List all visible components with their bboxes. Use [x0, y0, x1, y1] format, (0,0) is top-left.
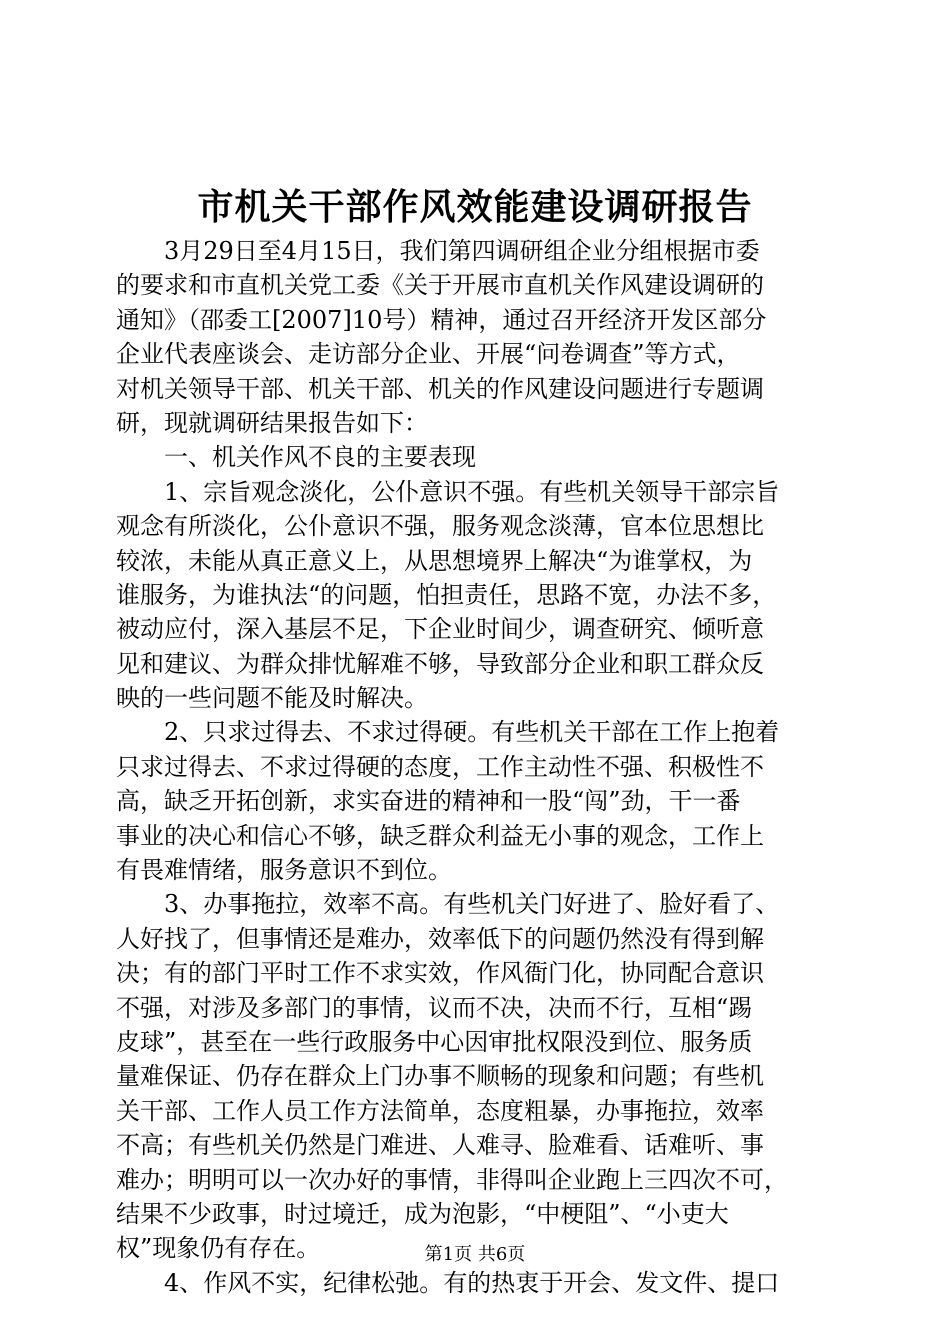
body-line: 不高；有些机关仍然是门难进、人难寻、脸难看、话难听、事: [116, 1131, 764, 1160]
body-line: 3月29日至4月15日，我们第四调研组企业分组根据市委: [164, 237, 760, 265]
body-line: 关干部、工作人员工作方法简单，态度粗暴，办事拖拉，效率: [116, 1096, 764, 1125]
body-line: 4、作风不实，纪律松弛。有的热衷于开会、发文件、提口: [164, 1268, 780, 1297]
body-line: 映的一些问题不能及时解决。: [116, 684, 428, 713]
body-line: 的要求和市直机关党工委《关于开展市直机关作风建设调研的: [116, 271, 764, 300]
body-line: 有畏难情绪，服务意识不到位。: [116, 856, 452, 885]
body-line: 3、办事拖拉，效率不高。有些机关门好进了、脸好看了、: [164, 890, 780, 919]
body-line: 观念有所淡化，公仆意识不强，服务观念淡薄，官本位思想比: [116, 512, 764, 541]
body-line: 高，缺乏开拓创新，求实奋进的精神和一股“闯”劲，干一番: [116, 787, 741, 816]
page-number-footer: 第1页 共6页: [424, 1244, 526, 1265]
body-line: 决；有的部门平时工作不求实效，作风衙门化，协同配合意识: [116, 959, 764, 988]
body-line: 事业的决心和信心不够，缺乏群众利益无小事的观念，工作上: [116, 821, 764, 850]
body-line: 皮球”，甚至在一些行政服务中心因审批权限没到位、服务质: [116, 1027, 753, 1056]
body-line: 通知》（邵委工[2007]10号）精神，通过召开经济开发区部分: [116, 305, 767, 334]
body-line: 企业代表座谈会、走访部分企业、开展“问卷调查”等方式，: [116, 340, 741, 369]
document-body: [116, 234, 834, 1300]
body-line: 被动应付，深入基层不足，下企业时间少，调查研究、倾听意: [116, 615, 764, 644]
body-line: 权”现象仍有存在。: [116, 1234, 321, 1263]
body-line: 对机关领导干部、机关干部、机关的作风建设问题进行专题调: [116, 374, 764, 403]
body-line: 2、只求过得去、不求过得硬。有些机关干部在工作上抱着: [164, 718, 780, 747]
document-title: 市机关干部作风效能建设调研报告: [197, 187, 753, 228]
body-line: 结果不少政事，时过境迁，成为泡影，“中梗阻”、“小吏大: [116, 1199, 729, 1228]
body-line: 研，现就调研结果报告如下：: [116, 408, 428, 437]
body-line: 量难保证、仍存在群众上门办事不顺畅的现象和问题；有些机: [116, 1062, 764, 1091]
body-line: 较浓，未能从真正意义上，从思想境界上解决“为谁掌权，为: [116, 546, 753, 575]
body-line: 一、机关作风不良的主要表现: [164, 443, 476, 472]
body-line: 谁服务，为谁执法“的问题，怕担责任，思路不宽，办法不多，: [116, 580, 777, 609]
body-line: 见和建议、为群众排忧解难不够，导致部分企业和职工群众反: [116, 649, 764, 678]
body-line: 不强，对涉及多部门的事情，议而不决，决而不行，互相“踢: [116, 993, 753, 1022]
body-line: 难办；明明可以一次办好的事情，非得叫企业跑上三四次不可，: [116, 1165, 788, 1194]
body-line: 1、宗旨观念淡化，公仆意识不强。有些机关领导干部宗旨: [164, 477, 780, 506]
body-line: 只求过得去、不求过得硬的态度，工作主动性不强、积极性不: [116, 752, 764, 781]
body-line: 人好找了，但事情还是难办，效率低下的问题仍然没有得到解: [116, 924, 764, 953]
